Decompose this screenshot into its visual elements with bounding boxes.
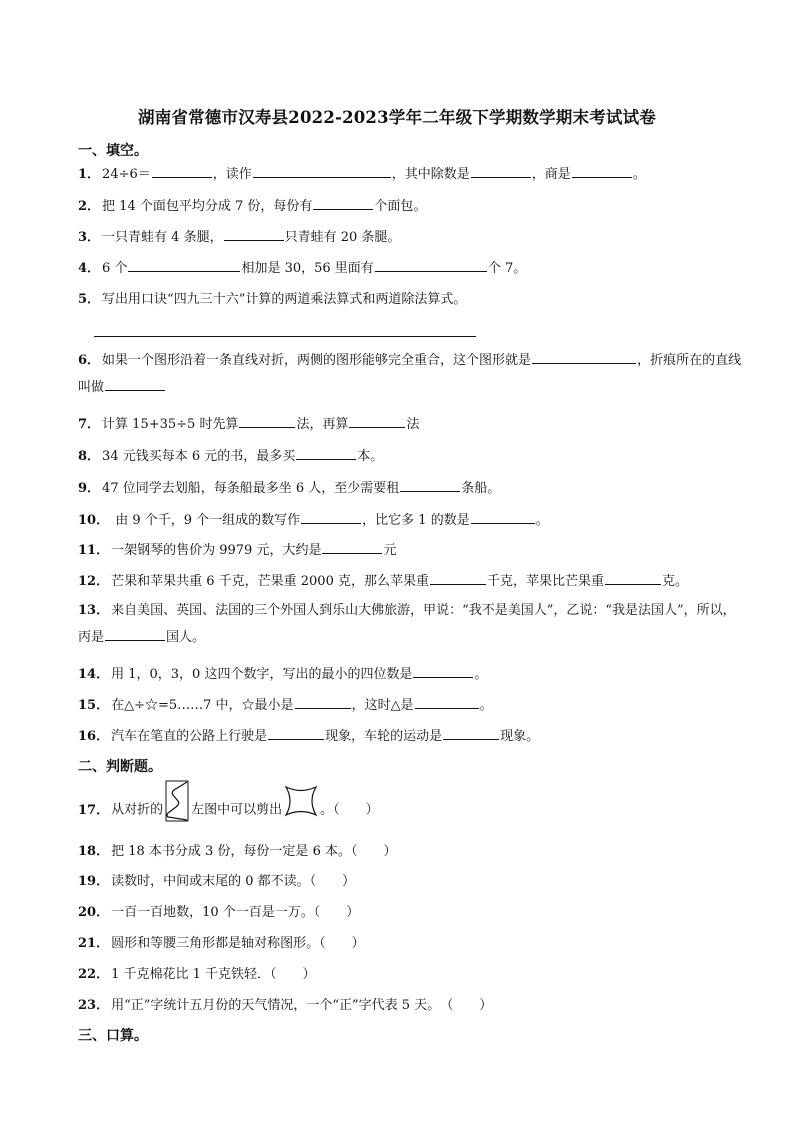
question-number: 14． [78,667,110,682]
question-21 [78,933,742,954]
question-2 [78,195,742,217]
star-shape-figure [284,784,318,836]
question-text: 只青蛙有 20 条腿。 [284,230,401,245]
question-20 [78,902,742,923]
question-text: 个面包。 [374,199,427,214]
question-10 [78,509,742,531]
answer-blank[interactable] [605,570,661,585]
question-11 [78,539,742,561]
section-heading-true-false: 二、判断题。 [78,759,162,775]
question-text: 现象。 [500,729,540,744]
question-number: 16． [78,729,110,744]
answer-blank[interactable] [430,570,486,585]
question-text: 一只青蛙有 4 条腿， [102,230,223,245]
question-text: 把 14 个面包平均分成 7 份，每份有 [102,199,313,214]
question-4 [78,257,742,279]
question-text: 读数时，中间或末尾的 0 都不读。（ ） [111,874,356,889]
question-23 [78,995,742,1016]
answer-blank[interactable] [313,195,373,210]
answer-blank[interactable] [400,477,460,492]
answer-blank[interactable] [572,163,632,178]
question-text: 现象，车轮的运动是 [325,729,443,744]
question-number: 9． [78,481,101,496]
answer-blank[interactable] [443,725,499,740]
question-text: ，这时△是 [351,698,414,713]
question-number: 3． [78,230,101,245]
answer-blank[interactable] [532,349,636,364]
question-text: 6 个 [102,261,128,276]
question-number: 23． [78,998,110,1013]
answer-blank[interactable] [375,257,487,272]
answer-blank[interactable] [239,413,295,428]
question-text: ，其中除数是 [391,167,470,182]
question-number: 17． [78,802,110,818]
question-number: 12． [78,574,110,589]
question-5 [78,289,742,310]
question-number: 7． [78,417,101,432]
question-text: 在△÷☆=5……7 中，☆最小是 [111,698,294,713]
answer-blank[interactable] [253,163,391,178]
answer-blank[interactable] [295,694,351,709]
question-text: ，折痕所在的直线叫做 [78,353,742,395]
section-heading-mental-math: 三、口算。 [78,1028,148,1044]
question-text: 34 元钱买每本 6 元的书，最多买 [102,449,296,464]
answer-blank[interactable] [224,226,284,241]
question-number: 21． [78,936,110,951]
folded-paper-figure [165,780,189,840]
question-text: 芒果和苹果共重 6 千克，芒果重 2000 克，那么苹果重 [111,574,429,589]
question-text: 如果一个图形沿着一条直线对折，两侧的图形能够完全重合，这个图形就是 [102,353,532,368]
question-6 [78,347,742,401]
question-3 [78,226,742,248]
section-heading-fill-in: 一、填空。 [78,143,148,159]
question-text: 左图中可以剪出 [191,802,283,818]
question-text: 由 9 个千，9 个一组成的数写作 [111,513,301,528]
question-8 [78,445,742,467]
question-text: 。 [632,167,646,182]
question-text: 法 [406,417,420,432]
question-text: 来自美国、英国、法国的三个外国人到乐山大佛旅游，甲说：“我不是美国人”，乙说：“我是法国人”，所以，丙是 [78,603,736,645]
question-text: 写出用口诀“四九三十六”计算的两道乘法算式和两道除法算式。 [102,292,467,307]
question-number: 11． [78,543,110,558]
question-text: 国人。 [166,630,206,645]
question-text: 个 7。 [487,261,527,276]
question-number: 10． [78,513,110,528]
question-1 [78,163,742,185]
question-22 [78,964,742,985]
question-number: 20． [78,905,110,920]
question-16 [78,725,742,747]
question-12 [78,570,742,592]
question-text: ，读作 [212,167,252,182]
question-text: ，比它多 1 的数是 [362,513,470,528]
question-number: 1． [78,167,101,182]
answer-blank[interactable] [413,663,473,678]
question-text: 千克，苹果比芒果重 [486,574,604,589]
question-19 [78,871,742,892]
answer-blank[interactable] [268,725,324,740]
answer-blank[interactable] [296,445,356,460]
question-text: 一百一百地数，10 个一百是一万。（ ） [111,905,360,920]
question-number: 18． [78,844,110,859]
question-text: 。 [479,698,493,713]
question-text: 法，再算 [296,417,349,432]
question-number: 19． [78,874,110,889]
question-text: 本。 [357,449,384,464]
question-text: 条船。 [461,481,501,496]
answer-blank[interactable] [301,509,361,524]
question-text: 。 [474,667,488,682]
question-number: 5． [78,292,101,307]
question-text: 元 [383,543,397,558]
question-text: 。（ ） [320,802,379,818]
question-text: 把 18 本书分成 3 份，每份一定是 6 本。（ ） [111,844,397,859]
question-number: 4． [78,261,101,276]
question-18 [78,841,742,862]
question-text: 1 千克棉花比 1 千克铁轻．（ ） [111,967,316,982]
answer-blank[interactable] [105,376,165,391]
question-text: 用 1，0，3，0 这四个数字，写出的最小的四位数是 [111,667,413,682]
question-text: 47 位同学去划船，每条船最多坐 6 人，至少需要租 [102,481,400,496]
question-text: 24÷6＝ [102,167,151,182]
answer-blank[interactable] [415,694,479,709]
page-title: 湖南省常德市汉寿县2022-2023学年二年级下学期数学期末考试试卷 [138,108,656,127]
question-text: 一架钢琴的售价为 9979 元，大约是 [111,543,322,558]
answer-blank[interactable] [322,539,382,554]
answer-blank[interactable] [349,413,405,428]
question-14 [78,663,742,685]
answer-blank[interactable] [105,626,165,641]
answer-blank[interactable] [152,163,212,178]
question-number: 22． [78,967,110,982]
question-9 [78,477,742,499]
answer-blank[interactable] [471,509,535,524]
question-17 [78,780,742,840]
question-15 [78,694,742,716]
question-text: 从对折的 [111,802,164,818]
question-text: 计算 15+35÷5 时先算 [102,417,239,432]
question-text: 相加是 30，56 里面有 [241,261,374,276]
question-number: 6． [78,353,101,368]
question-number: 15． [78,698,110,713]
answer-blank[interactable] [128,257,240,272]
question-text: 用“正”字统计五月份的天气情况，一个“正”字代表 5 天。 （ ） [111,998,493,1013]
question-text: 克。 [662,574,689,589]
question-text: 汽车在笔直的公路上行驶是 [111,729,268,744]
question-text: ，商是 [531,167,571,182]
question-7 [78,413,742,435]
question-number: 8． [78,449,101,464]
question-number: 13． [78,603,110,618]
question-text: 圆形和等腰三角形都是轴对称图形。（ ） [111,936,365,951]
answer-blank[interactable] [471,163,531,178]
question-number: 2． [78,199,101,214]
answer-line[interactable] [94,335,476,337]
question-13 [78,597,742,651]
question-text: 。 [535,513,549,528]
